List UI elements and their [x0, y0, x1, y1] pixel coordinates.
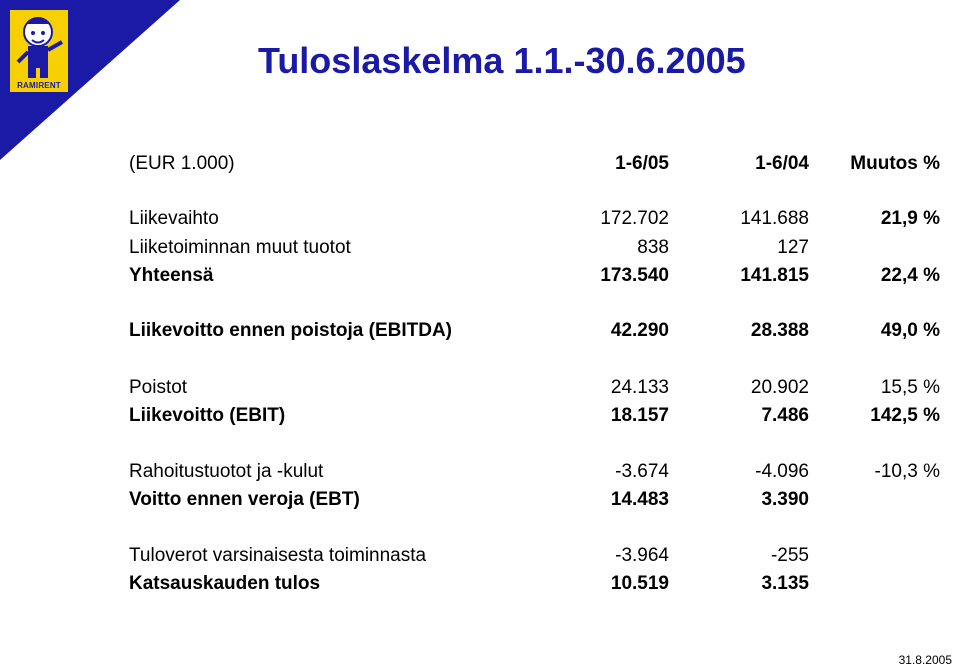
table-row-muut-tuotot [0, 237, 960, 263]
row-col3: 142,5 % [870, 405, 940, 426]
header-col3: Muutos % [850, 153, 940, 174]
row-col1: 42.290 [610, 320, 669, 341]
row-label: Liikevaihto [129, 208, 219, 229]
logo-text: RAMIRENT [17, 81, 61, 90]
row-col2: 127 [777, 237, 809, 258]
footer-date: 31.8.2005 [898, 653, 952, 667]
mascot-icon [10, 10, 68, 80]
row-col1: 10.519 [610, 573, 669, 594]
row-col2: 20.902 [750, 377, 809, 398]
row-col1: 838 [637, 237, 669, 258]
row-col1: 172.702 [600, 208, 669, 229]
table-header [0, 153, 960, 179]
row-col3: 22,4 % [880, 265, 940, 286]
row-label: Liikevoitto (EBIT) [129, 405, 286, 426]
row-label: Voitto ennen veroja (EBT) [129, 489, 360, 510]
header-unit-label: (EUR 1.000) [129, 153, 235, 174]
table-row-ebitda [0, 320, 960, 346]
row-label: Yhteensä [129, 265, 214, 286]
row-col1: 24.133 [610, 377, 669, 398]
row-col2: 141.815 [740, 265, 809, 286]
row-label: Rahoitustuotot ja -kulut [129, 461, 324, 482]
table-row-ebt [0, 489, 960, 515]
row-label: Liikevoitto ennen poistoja (EBITDA) [129, 320, 453, 341]
table-row-liikevaihto [0, 208, 960, 234]
row-col3: 21,9 % [880, 208, 940, 229]
table-row-yhteensa [0, 265, 960, 291]
row-col1: 173.540 [600, 265, 669, 286]
row-col1: 14.483 [610, 489, 669, 510]
row-col2: 3.390 [761, 489, 809, 510]
header-col1: 1-6/05 [615, 153, 669, 174]
row-label: Tuloverot varsinaisesta toiminnasta [129, 545, 427, 566]
row-col2: -4.096 [755, 461, 809, 482]
row-col2: -255 [770, 545, 809, 566]
table-row-poistot [0, 377, 960, 403]
table-row-katsauskauden-tulos [0, 573, 960, 599]
row-label: Katsauskauden tulos [129, 573, 321, 594]
row-col2: 3.135 [761, 573, 809, 594]
table-row-rahoitus [0, 461, 960, 487]
row-label: Liiketoiminnan muut tuotot [129, 237, 351, 258]
row-label: Poistot [129, 377, 188, 398]
page-title: Tuloslaskelma 1.1.-30.6.2005 [258, 40, 746, 81]
table-row-tuloverot [0, 545, 960, 571]
row-col1: -3.674 [615, 461, 669, 482]
row-col2: 28.388 [750, 320, 809, 341]
row-col1: -3.964 [615, 545, 669, 566]
row-col3: -10,3 % [874, 461, 940, 482]
row-col2: 7.486 [761, 405, 809, 426]
header-col2: 1-6/04 [755, 153, 809, 174]
table-row-ebit [0, 405, 960, 431]
ramirent-logo [8, 8, 70, 94]
row-col2: 141.688 [740, 208, 809, 229]
row-col1: 18.157 [610, 405, 669, 426]
row-col3: 15,5 % [880, 377, 940, 398]
row-col3: 49,0 % [880, 320, 940, 341]
